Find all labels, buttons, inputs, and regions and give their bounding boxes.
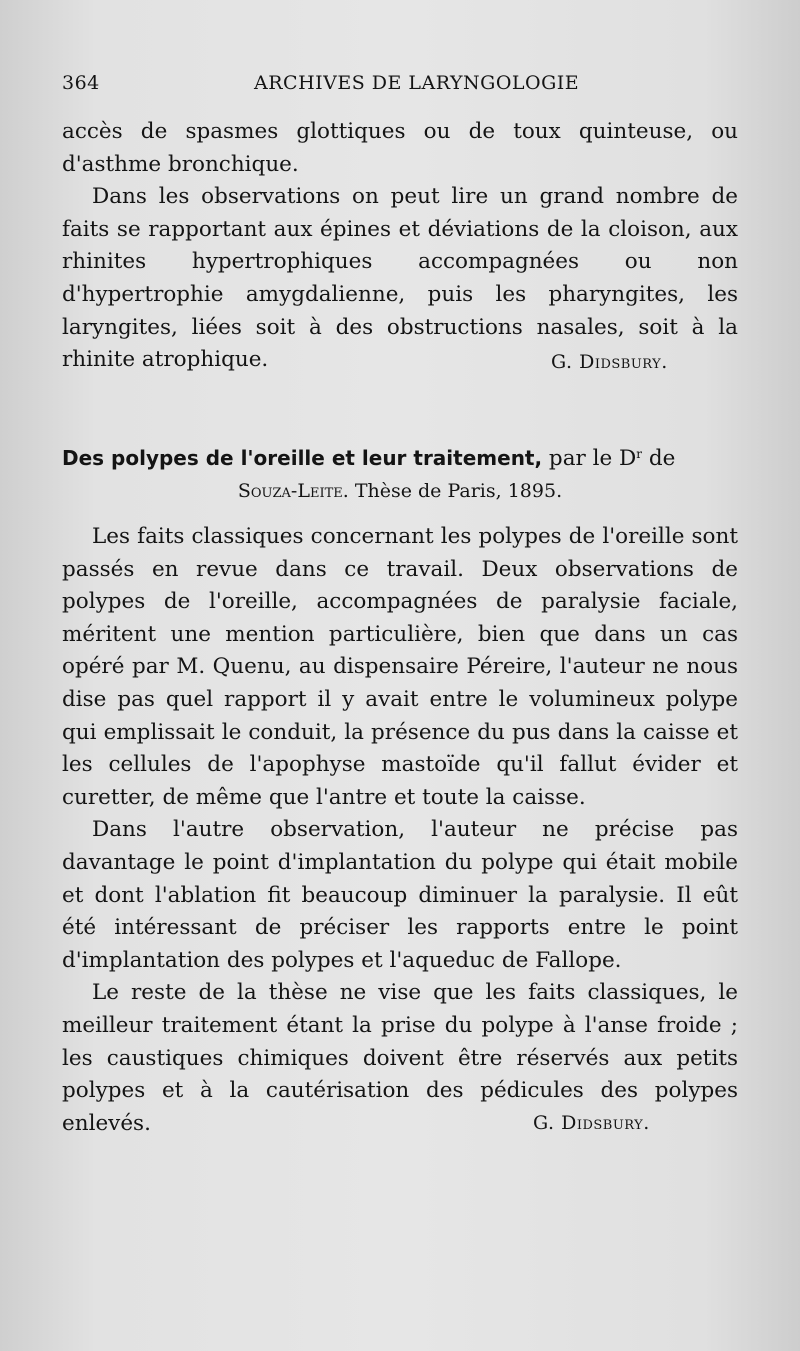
section2-paragraph-1: Les faits classiques concernant les polypes de l'oreille sont passés en revue dans ce travail. Deux observations de polypes de l'oreille, accompagnées de paralysie faciale, méritent une mention particulière, bien que dans un cas opéré par M. Quenu, au dispensaire Péreire, l'auteur ne nous dise pas quel rapport il y avait entre le volumineux polype qui emplissait le conduit, la présence du pus dans la caisse et les cellules de l'apophyse mastoïde qu'il fallut évider et curetter, de même que l'antre et toute la caisse.	[62, 524, 738, 810]
page-header	[62, 72, 732, 102]
section1-body	[62, 116, 738, 377]
heading-line-2	[62, 475, 738, 508]
section1-paragraph-1: accès de spasmes glottiques ou de toux quinteuse, ou d'asthme bronchique.	[62, 119, 738, 177]
heading-doctor-sup: r	[636, 447, 643, 461]
heading-de: de	[642, 446, 676, 471]
article-heading	[62, 438, 738, 508]
running-title: ARCHIVES DE LARYNGOLOGIE	[254, 72, 580, 94]
heading-by: par le D	[542, 446, 637, 471]
section2-paragraph-2: Dans l'autre observation, l'auteur ne précise pas davantage le point d'implantation du polype qui était mobile et dont l'ablation fit beaucoup diminuer la paralysie. Il eût été intéressant de préciser les rapports entre le point d'implantation des polypes et l'aqueduc de Fallope.	[62, 817, 738, 973]
article-title: Des polypes de l'oreille et leur traitement,	[62, 446, 543, 470]
section2-signature: G. Didsbury.	[533, 1112, 650, 1134]
section1-paragraph-2: Dans les observations on peut lire un grand nombre de faits se rapportant aux épines et déviations de la cloison, aux rhinites hypertrophiques accompagnées ou non d'hypertrophie amygdalienne, puis les pharyngites, les laryngites, liées soit à des obstructions nasales, soit à la rhinite atrophique.	[62, 184, 738, 373]
author-name: Souza-Leite	[237, 480, 343, 502]
section2-paragraph-3: Le reste de la thèse ne vise que les faits classiques, le meilleur traitement étant la prise du polype à l'anse froide ; les caustiques chimiques doivent être réservés aux petits polypes et à la cautérisation des pédicules des polypes enlevés.	[62, 980, 738, 1136]
page-number: 364	[62, 72, 100, 94]
section1-signature: G. Didsbury.	[551, 351, 668, 373]
thesis-citation: . Thèse de Paris, 1895.	[342, 480, 563, 502]
section2-body	[62, 521, 738, 1140]
